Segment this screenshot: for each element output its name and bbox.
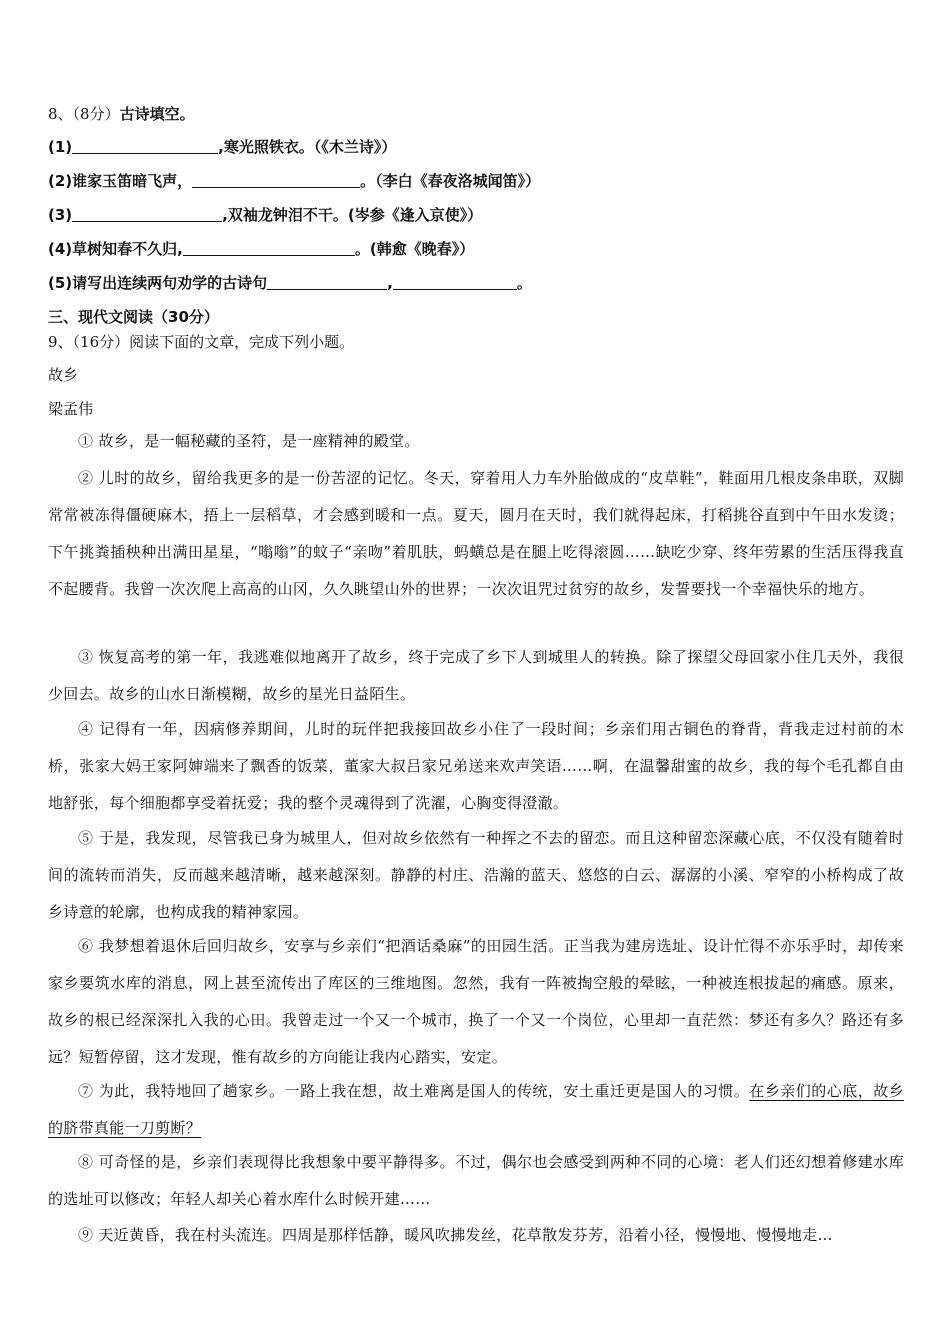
q8-item-4-suffix: 。(韩愈《晚春》） (354, 240, 475, 258)
paragraph-7-text: ⑦ 为此，我特地回了趟家乡。一路上我在想，故土难离是国人的传统，安土重迁更是国人的习惯。 (78, 1082, 750, 1100)
q8-header (48, 104, 195, 124)
answer-blank[interactable] (72, 138, 218, 154)
answer-blank[interactable] (183, 240, 355, 256)
q8-item-3-suffix: ,双袖龙钟泪不干。(岑参《逢入京使》） (222, 206, 483, 224)
article-author: 梁孟伟 (48, 400, 94, 418)
answer-blank[interactable] (192, 172, 360, 188)
article-paragraph-5: ⑤ 于是，我发现，尽管我已身为城里人，但对故乡依然有一种挥之不去的留恋。而且这种留恋深藏心底，不仅没有随着时间的流转而消失，反而越来越清晰，越来越深刻。静静的村庄、浩瀚的蓝天、悠悠的白云、潺潺的小溪、窄窄的小桥构成了故乡诗意的轮廓，也构成我的精神家园。 (48, 829, 904, 921)
article-paragraph-2: ② 儿时的故乡，留给我更多的是一份苦涩的记忆。冬天，穿着用人力车外胎做成的“皮草鞋”，鞋面用几根皮条串联，双脚常常被冻得僵硬麻木，捂上一层稻草，才会感到暖和一点。夏天，圆月在天时，我们就得起床，打稻挑谷直到中午田水发烫；下午挑粪插秧种出满田星星，“嗡嗡”的蚊子“亲吻”着肌肤，蚂蟥总是在腿上吃得滚圆……缺吃少穿、终年劳累的生活压得我直不起腰背。我曾一次次爬上高高的山冈，久久眺望山外的世界；一次次诅咒过贫穷的故乡，发誓要找一个幸福快乐的地方。 (48, 469, 904, 598)
q8-item-4-prefix: (4)草树知春不久归, (48, 240, 183, 258)
answer-blank[interactable] (393, 274, 517, 290)
underlined-sentence: 在乡亲们的心底，故乡的脐带真能一刀剪断？ (48, 1082, 904, 1137)
q8-item-1 (48, 137, 396, 157)
q8-item-2-prefix: (2)谁家玉笛暗飞声， (48, 172, 193, 190)
section-title: 三、现代文阅读（30分） (48, 308, 219, 326)
article-paragraph-8: ⑧ 可奇怪的是，乡亲们表现得比我想象中要平静得多。不过，偶尔也会感受到两种不同的心境：老人们还幻想着修建水库的选址可以修改；年轻人却关心着水库什么时候开建…… (48, 1153, 904, 1208)
article-paragraph-9: ⑨ 天近黄昏，我在村头流连。四周是那样恬静，暖风吹拂发丝，花草散发芬芳，沿着小径，慢慢地、慢慢地走… (78, 1226, 833, 1244)
q8-item-1-prefix: (1) (48, 138, 73, 156)
q8-item-5-middle: , (387, 274, 393, 292)
article-paragraph-3: ③ 恢复高考的第一年，我逃难似地离开了故乡，终于完成了乡下人到城里人的转换。除了探望父母回家小住几天外，我很少回去。故乡的山水日渐模糊，故乡的星光日益陌生。 (48, 648, 904, 703)
q8-item-5-suffix: 。 (516, 274, 532, 292)
q8-item-3-prefix: (3) (48, 206, 73, 224)
article-paragraph-7 (48, 1073, 904, 1147)
article-paragraph-4: ④ 记得有一年，因病修养期间，儿时的玩伴把我接回故乡小住了一段时间；乡亲们用古铜色的脊背，背我走过村前的木桥，张家大妈王家阿婶端来了飘香的饭菜，董家大叔吕家兄弟送来欢声笑语……啊，在温馨甜蜜的故乡，我的每个毛孔都自由地舒张，每个细胞都享受着抚爱；我的整个灵魂得到了洗濯，心胸变得澄澈。 (48, 720, 904, 812)
q8-item-2-suffix: 。（李白《春夜洛城闻笛》） (360, 172, 541, 190)
q8-number: 8、 (48, 105, 73, 123)
q9-intro: 9、（16分）阅读下面的文章，完成下列小题。 (48, 333, 355, 351)
q8-item-5 (48, 273, 532, 293)
answer-blank[interactable] (72, 206, 222, 222)
article-paragraph-1: ① 故乡，是一幅秘藏的圣符，是一座精神的殿堂。 (78, 432, 420, 450)
q8-item-5-prefix: (5)请写出连续两句劝学的古诗句 (48, 274, 268, 292)
q8-item-3 (48, 205, 482, 225)
q8-title: 古诗填空。 (119, 105, 195, 123)
article-paragraph-6: ⑥ 我梦想着退休后回归故乡，安享与乡亲们“把酒话桑麻”的田园生活。正当我为建房选址、设计忙得不亦乐乎时，却传来家乡要筑水库的消息，网上甚至流传出了库区的三维地图。忽然，我有一阵被掏空般的晕眩，一种被连根拔起的痛感。原来，故乡的根已经深深扎入我的心田。我曾走过一个又一个城市，换了一个又一个岗位，心里却一直茫然：梦还有多久？路还有多远？短暂停留，这才发现，惟有故乡的方向能让我内心踏实，安定。 (48, 937, 904, 1066)
q8-item-4 (48, 239, 474, 259)
answer-blank[interactable] (267, 274, 387, 290)
q8-item-1-suffix: ,寒光照铁衣。（《木兰诗》） (218, 138, 397, 156)
q8-item-2 (48, 171, 540, 191)
article-title: 故乡 (48, 366, 79, 384)
q8-score: （8分） (72, 105, 120, 123)
